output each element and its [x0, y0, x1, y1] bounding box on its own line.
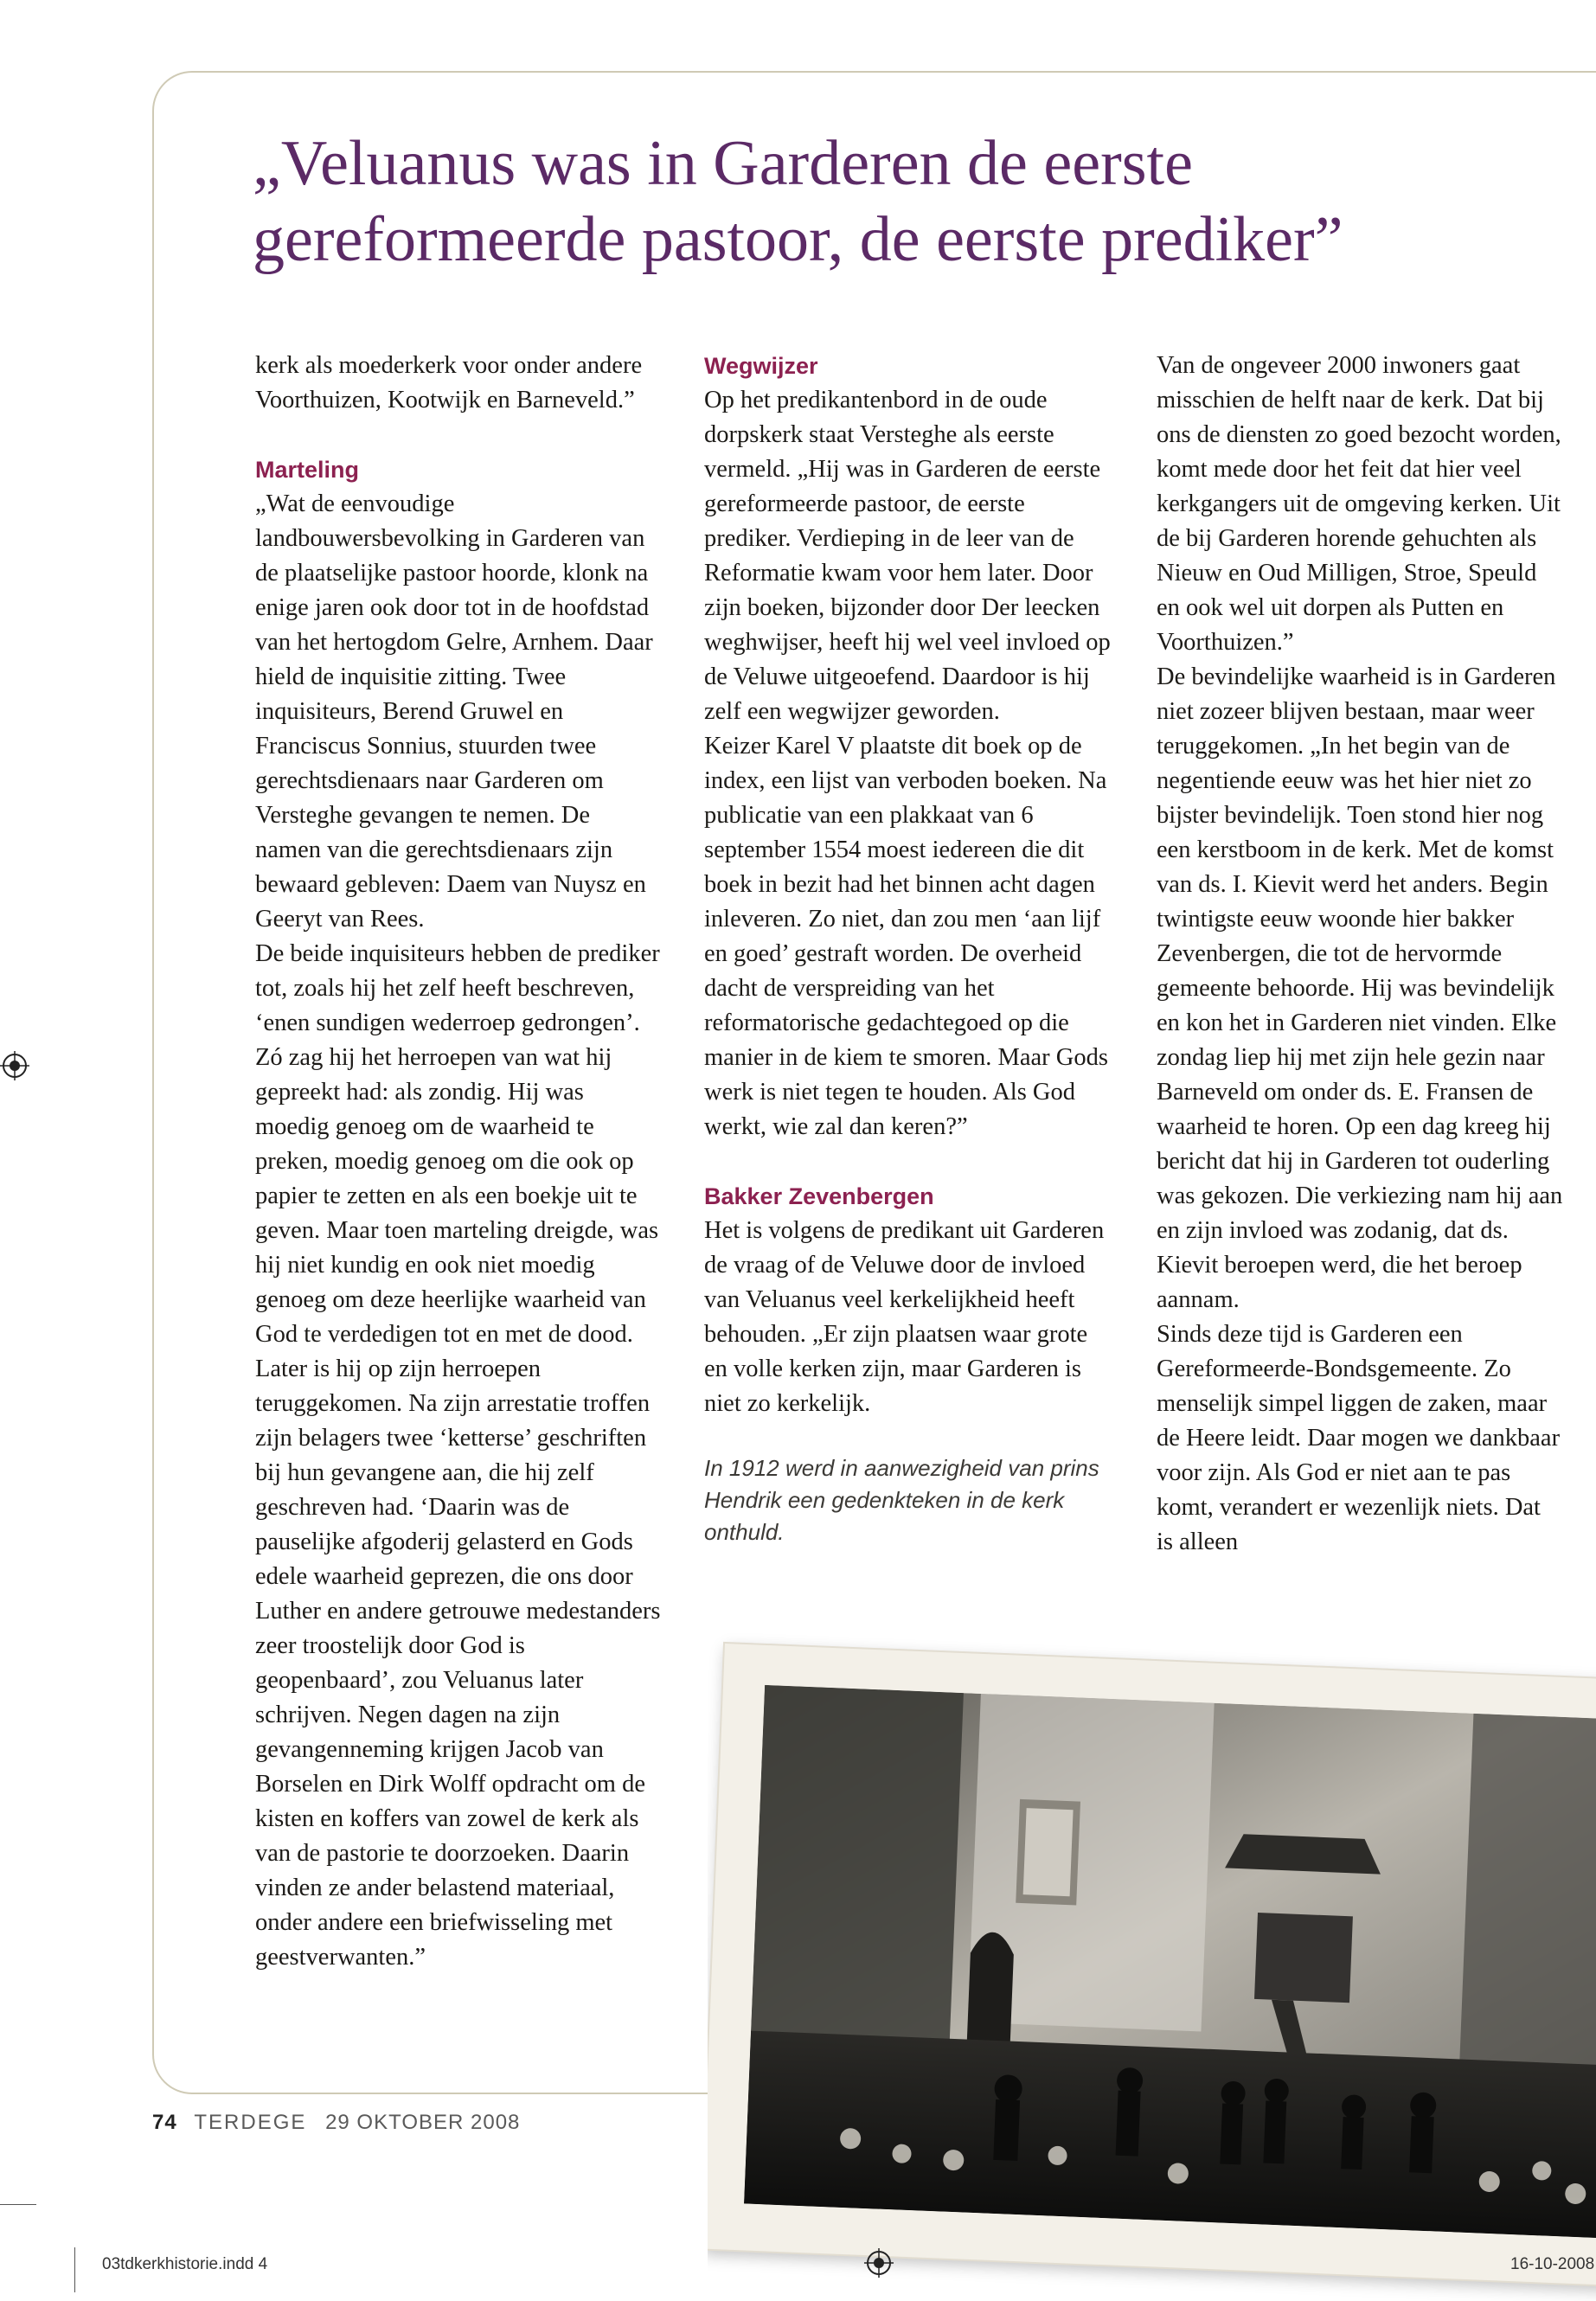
page-footer: [152, 2111, 520, 2135]
church-interior-photo: [744, 1685, 1596, 2239]
paragraph: kerk als moederkerk voor onder andere Voorthuizen, Kootwijk en Barneveld.”: [255, 352, 643, 413]
column-1: [255, 349, 662, 1975]
subheading-bakker-zevenbergen: Bakker Zevenbergen: [704, 1183, 934, 1209]
crop-mark: [74, 2247, 75, 2292]
registration-mark-icon: [0, 1051, 29, 1080]
column-3: [1157, 349, 1563, 1560]
paragraph: De bevindelijke waarheid is in Garderen niet zozeer blijven bestaan, maar weer teruggekomen. „In het begin van de negentiende eeuw was het hier niet zo bijster bevindelijk. Toen stond hier nog een kerstboom in de kerk. Met de komst van ds. I. Kievit werd het anders. Begin twintigste eeuw woonde hier bakker Zevenbergen, die tot de hervormde gemeente behoorde. Hij was bevindelijk en kon het in Garderen niet vinden. Elke zondag liep hij met zijn hele gezin naar Barneveld om onder ds. E. Fransen de waarheid te horen. Op een dag kreeg hij bericht dat hij in Garderen tot ouderling was gekozen. Die verkiezing nam hij aan en zijn invloed was zodanig, dat ds. Kievit beroepen werd, die het beroep aannam.: [1157, 663, 1563, 1313]
paragraph: Keizer Karel V plaatste dit boek op de index, een lijst van verboden boeken. Na publicatie van een plakkaat van 6 september 1554 moest iedereen die dit boek in bezit had het binnen acht dagen inleveren. Zo niet, dan zou men ‘aan lijf en goed’ gestraft worden. De overheid dacht de verspreiding van het reformatorische gedachtegoed op die manier in de kiem te smoren. Maar Gods werk is niet tegen te houden. Als God werkt, wie zal dan keren?”: [704, 733, 1108, 1140]
headline: „Veluanus was in Garderen de eerste gereformeerde pastoor, de eerste prediker”: [253, 128, 1343, 275]
column-2: [704, 349, 1111, 1548]
paragraph: De beide inquisiteurs hebben de prediker tot, zoals hij het zelf heeft beschreven, ‘enen sundigen wederroep gedrongen’. Zó zag hij het herroepen van wat hij gepreekt had: als zondig. Hij was moedig genoeg om de waarheid te preken, moedig genoeg om die ook op papier te zetten en als een boekje uit te geven. Maar toen marteling dreigde, was hij niet kundig en ook niet moedig genoeg om deze heerlijke waarheid van God te verdedigen tot en met de dood. Later is hij op zijn herroepen teruggekomen. Na zijn arrestatie troffen zijn belagers twee ‘ketterse’ geschriften bij hun gevangene aan, die hij zelf geschreven had. ‘Daarin was de pauselijke afgoderij gelasterd en Gods edele waarheid geprezen, die ons door Luther en andere getrouwe medestanders zeer troostelijk door God is geopenbaard’, zou Veluanus later schrijven. Negen dagen na zijn gevangenneming krijgen Jacob van Borselen en Dirk Wolff opdracht om de kisten en koffers van zowel de kerk als van de pastorie te doorzoeken. Daarin vinden ze ander belastend materiaal, onder andere een briefwisseling met geestverwanten.”: [255, 940, 661, 1971]
page-number: 74: [152, 2111, 177, 2134]
photo-area: [708, 1592, 1596, 2301]
paragraph: Sinds deze tijd is Garderen een Gereformeerde-Bondsgemeente. Zo menselijk simpel liggen de zaken, maar de Heere leidt. Daar mogen we dankbaar voor zijn. Als God er niet aan te pas komt, verandert er wezenlijk niets. Dat is alleen: [1157, 1321, 1561, 1555]
photo-caption: In 1912 werd in aanwezigheid van prins Hendrik een gedenkteken in de kerk onthuld.: [704, 1455, 1099, 1545]
pulpit-canopy: [1225, 1833, 1381, 1874]
crop-mark: [0, 2204, 36, 2205]
subheading-marteling: Marteling: [255, 457, 360, 483]
print-slug-file: 03tdkerkhistorie.indd 4: [102, 2255, 268, 2273]
issue-date: 29 OKTOBER 2008: [325, 2111, 521, 2134]
paragraph: Het is volgens de predikant uit Garderen de vraag of de Veluwe door de invloed van Veluanus veel kerkelijkheid heeft behouden. „Er zijn plaatsen waar grote en volle kerken zijn, maar Garderen is niet zo kerkelijk.: [704, 1217, 1105, 1417]
paragraph: Van de ongeveer 2000 inwoners gaat misschien de helft naar de kerk. Dat bij ons de diensten zo goed bezocht worden, komt mede door het feit dat hier veel kerkgangers uit de omgeving kerken. Uit de bij Garderen horende gehuchten als Nieuw en Oud Milligen, Stroe, Speuld en ook wel uit dorpen als Putten en Voorthuizen.”: [1157, 352, 1561, 656]
subheading-wegwijzer: Wegwijzer: [704, 353, 818, 379]
paragraph: Op het predikantenbord in de oude dorpskerk staat Versteghe als eerste vermeld. „Hij was in Garderen de eerste gereformeerde pastoor, de eerste prediker. Verdieping in de leer van de Reformatie kwam voor hem later. Door zijn boeken, bijzonder door Der leecken weghwijser, heeft hij wel veel invloed op de Veluwe uitgeoefend. Daardoor is hij zelf een wegwijzer geworden.: [704, 387, 1111, 725]
magazine-name: TERDEGE: [194, 2111, 307, 2134]
pulpit: [1254, 1913, 1353, 2003]
arched-window: [966, 1932, 1015, 2059]
historic-photo: [708, 1644, 1596, 2287]
paragraph: „Wat de eenvoudige landbouwersbevolking in Garderen van de plaatselijke pastoor hoorde, klonk na enige jaren ook door tot in de hoofdstad van het hertogdom Gelre, Arnhem. Daar hield de inquisitie zitting. Twee inquisiteurs, Berend Gruwel en Franciscus Sonnius, stuurden twee gerechtsdienaars naar Garderen om Versteghe gevangen te nemen. De namen van die gerechtsdienaars zijn bewaard gebleven: Daem van Nuysz en Geeryt van Rees.: [255, 490, 653, 933]
registration-mark-icon: [864, 2248, 894, 2278]
print-slug-date: 16-10-2008: [1510, 2255, 1595, 2273]
